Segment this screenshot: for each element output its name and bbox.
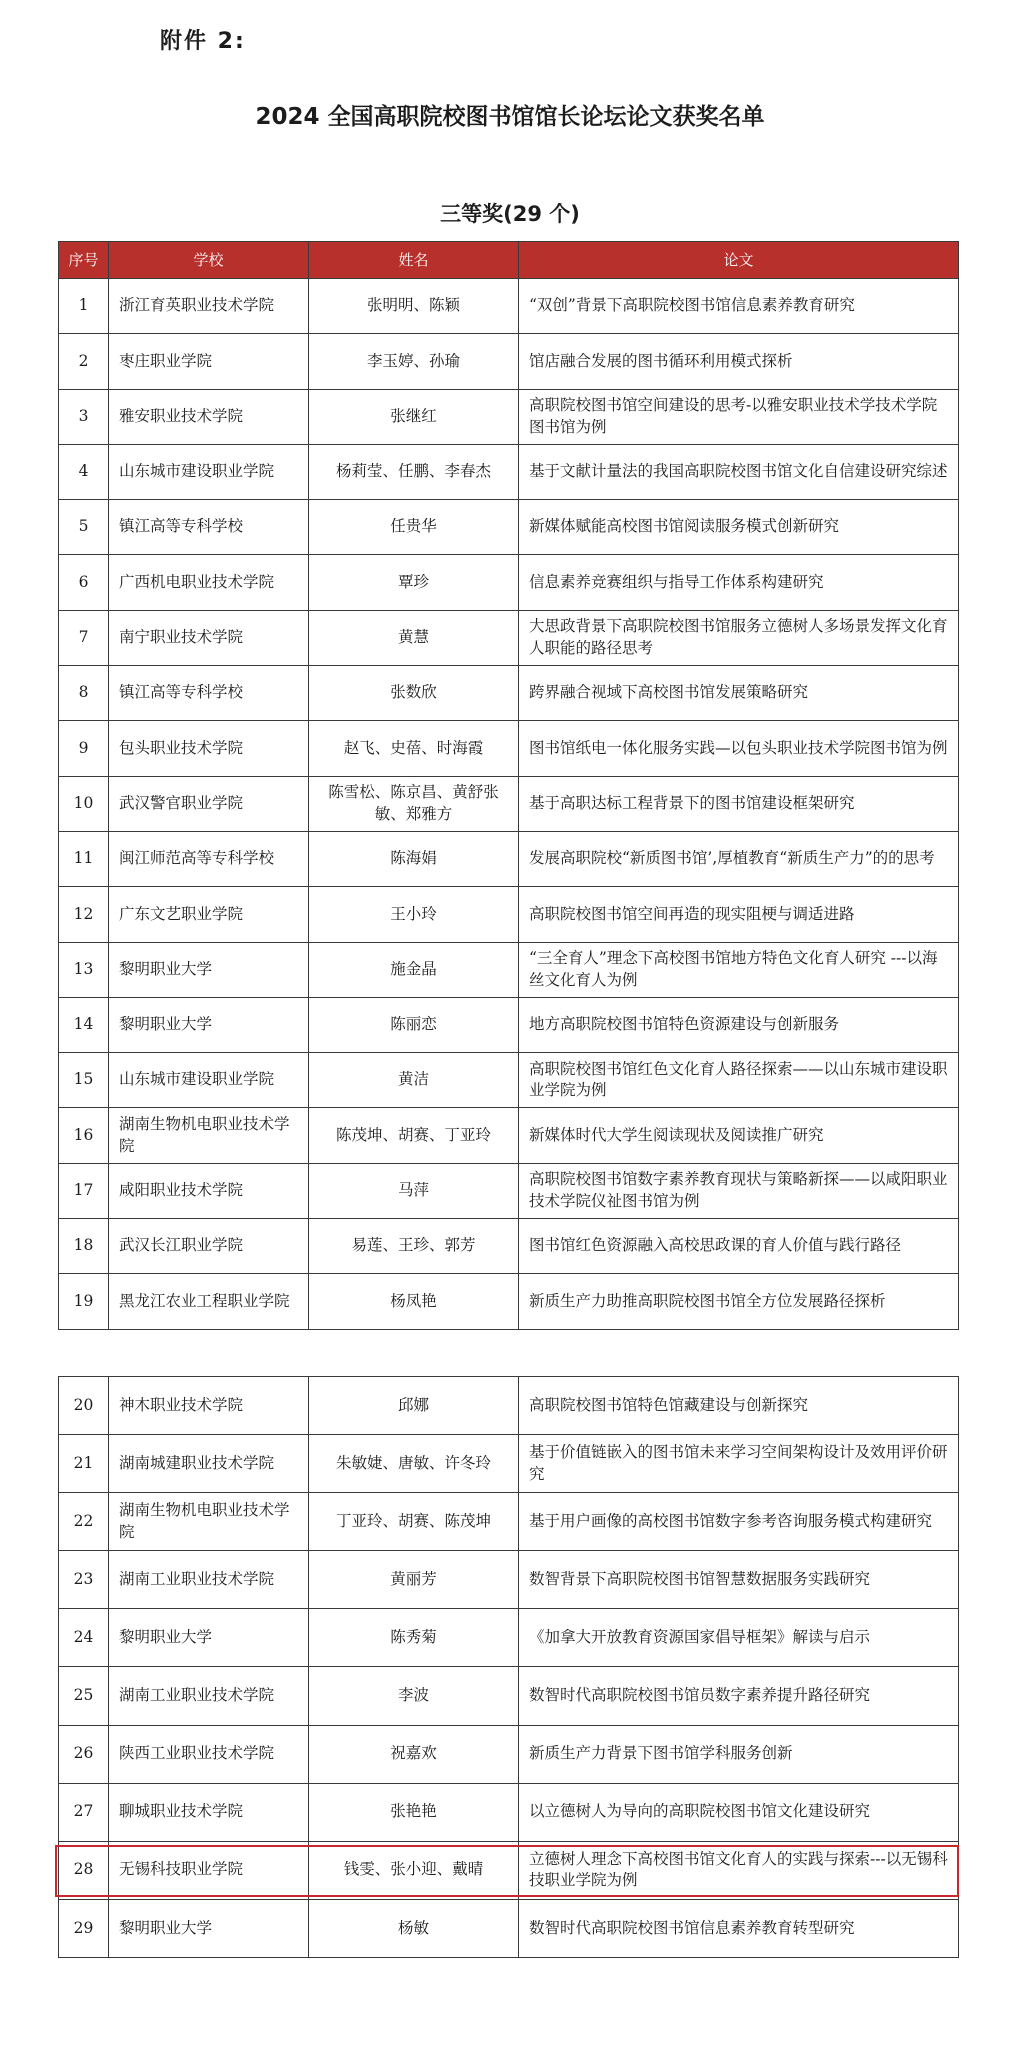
- cell-school: 山东城市建设职业学院: [109, 444, 309, 499]
- cell-paper: 基于文献计量法的我国高职院校图书馆文化自信建设研究综述: [519, 444, 959, 499]
- cell-paper: 基于高职达标工程背景下的图书馆建设框架研究: [519, 776, 959, 831]
- cell-school: 黑龙江农业工程职业学院: [109, 1274, 309, 1329]
- cell-names: 黄丽芳: [309, 1551, 519, 1609]
- cell-paper: 高职院校图书馆红色文化育人路径探索——以山东城市建设职业学院为例: [519, 1053, 959, 1108]
- cell-school: 武汉长江职业学院: [109, 1219, 309, 1274]
- cell-names: 张明明、陈颖: [309, 279, 519, 334]
- cell-names: 陈秀菊: [309, 1609, 519, 1667]
- cell-school: 湖南生物机电职业技术学院: [109, 1493, 309, 1551]
- cell-no: 27: [59, 1783, 109, 1841]
- cell-no: 26: [59, 1725, 109, 1783]
- award-table-part-2: [58, 1376, 959, 1958]
- cell-no: 25: [59, 1667, 109, 1725]
- cell-no: 2: [59, 334, 109, 389]
- cell-school: 黎明职业大学: [109, 942, 309, 997]
- table-row: [59, 1108, 959, 1163]
- cell-no: 29: [59, 1899, 109, 1957]
- table-row: [59, 721, 959, 776]
- cell-school: 镇江高等专科学校: [109, 666, 309, 721]
- award-category-title: 三等奖(29 个): [440, 202, 580, 226]
- cell-school: 湖南生物机电职业技术学院: [109, 1108, 309, 1163]
- cell-no: 16: [59, 1108, 109, 1163]
- cell-no: 4: [59, 444, 109, 499]
- cell-no: 1: [59, 279, 109, 334]
- cell-names: 王小玲: [309, 887, 519, 942]
- cell-school: 黎明职业大学: [109, 1899, 309, 1957]
- attachment-label: 附件 2:: [160, 29, 246, 54]
- cell-names: 李玉婷、孙瑜: [309, 334, 519, 389]
- cell-paper: 地方高职院校图书馆特色资源建设与创新服务: [519, 997, 959, 1052]
- cell-no: 8: [59, 666, 109, 721]
- table-row: [59, 1219, 959, 1274]
- cell-no: 18: [59, 1219, 109, 1274]
- cell-paper: 立德树人理念下高校图书馆文化育人的实践与探索---以无锡科技职业学院为例: [519, 1841, 959, 1899]
- table-row: [59, 831, 959, 886]
- table-row: [59, 1609, 959, 1667]
- header-names: 姓名: [309, 242, 519, 279]
- cell-paper: 高职院校图书馆空间建设的思考-以雅安职业技术学技术学院图书馆为例: [519, 389, 959, 444]
- cell-names: 黄慧: [309, 610, 519, 665]
- cell-no: 3: [59, 389, 109, 444]
- table-row: [59, 1551, 959, 1609]
- cell-names: 朱敏婕、唐敏、许冬玲: [309, 1435, 519, 1493]
- table-row: [59, 444, 959, 499]
- cell-paper: 数智时代高职院校图书馆信息素养教育转型研究: [519, 1899, 959, 1957]
- cell-no: 24: [59, 1609, 109, 1667]
- cell-names: 张艳艳: [309, 1783, 519, 1841]
- cell-names: 陈茂坤、胡赛、丁亚玲: [309, 1108, 519, 1163]
- cell-names: 易莲、王珍、郭芳: [309, 1219, 519, 1274]
- cell-names: 张继红: [309, 389, 519, 444]
- cell-no: 23: [59, 1551, 109, 1609]
- cell-no: 22: [59, 1493, 109, 1551]
- cell-school: 雅安职业技术学院: [109, 389, 309, 444]
- cell-names: 钱雯、张小迎、戴晴: [309, 1841, 519, 1899]
- table-row: [59, 1377, 959, 1435]
- cell-paper: 以立德树人为导向的高职院校图书馆文化建设研究: [519, 1783, 959, 1841]
- table-row: [59, 1899, 959, 1957]
- cell-names: 覃珍: [309, 555, 519, 610]
- cell-no: 6: [59, 555, 109, 610]
- cell-no: 5: [59, 500, 109, 555]
- header-paper: 论文: [519, 242, 959, 279]
- cell-school: 南宁职业技术学院: [109, 610, 309, 665]
- cell-no: 21: [59, 1435, 109, 1493]
- table-row: [59, 389, 959, 444]
- cell-paper: 基于价值链嵌入的图书馆未来学习空间架构设计及效用评价研究: [519, 1435, 959, 1493]
- table-row: [59, 555, 959, 610]
- cell-no: 28: [59, 1841, 109, 1899]
- table-row: [59, 1053, 959, 1108]
- cell-paper: 信息素养竞赛组织与指导工作体系构建研究: [519, 555, 959, 610]
- cell-paper: 馆店融合发展的图书循环利用模式探析: [519, 334, 959, 389]
- table-row: [59, 887, 959, 942]
- cell-no: 19: [59, 1274, 109, 1329]
- cell-names: 陈丽恋: [309, 997, 519, 1052]
- cell-paper: “三全育人”理念下高校图书馆地方特色文化育人研究 ---以海丝文化育人为例: [519, 942, 959, 997]
- cell-paper: 发展高职院校“新质图书馆’,厚植教育“新质生产力”的的思考: [519, 831, 959, 886]
- cell-school: 武汉警官职业学院: [109, 776, 309, 831]
- cell-no: 7: [59, 610, 109, 665]
- table-row: [59, 1725, 959, 1783]
- award-table-part-1: [58, 241, 959, 1330]
- cell-paper: 图书馆红色资源融入高校思政课的育人价值与践行路径: [519, 1219, 959, 1274]
- cell-school: 咸阳职业技术学院: [109, 1163, 309, 1218]
- table-row: [59, 666, 959, 721]
- cell-no: 15: [59, 1053, 109, 1108]
- table-row: [59, 1435, 959, 1493]
- cell-paper: 高职院校图书馆数字素养教育现状与策略新探——以咸阳职业技术学院仪祉图书馆为例: [519, 1163, 959, 1218]
- cell-names: 杨莉莹、任鹏、李春杰: [309, 444, 519, 499]
- cell-names: 赵飞、史蓓、时海霞: [309, 721, 519, 776]
- cell-paper: 大思政背景下高职院校图书馆服务立德树人多场景发挥文化育人职能的路径思考: [519, 610, 959, 665]
- table-row: [59, 942, 959, 997]
- cell-names: 任贵华: [309, 500, 519, 555]
- table-row: [59, 1163, 959, 1218]
- table-row: [59, 1841, 959, 1899]
- cell-no: 11: [59, 831, 109, 886]
- cell-school: 湖南工业职业技术学院: [109, 1551, 309, 1609]
- table-row: [59, 610, 959, 665]
- header-no: 序号: [59, 242, 109, 279]
- cell-paper: 高职院校图书馆特色馆藏建设与创新探究: [519, 1377, 959, 1435]
- cell-names: 陈海娟: [309, 831, 519, 886]
- cell-school: 广东文艺职业学院: [109, 887, 309, 942]
- cell-no: 14: [59, 997, 109, 1052]
- cell-paper: 新质生产力背景下图书馆学科服务创新: [519, 1725, 959, 1783]
- cell-no: 10: [59, 776, 109, 831]
- cell-school: 黎明职业大学: [109, 1609, 309, 1667]
- cell-no: 20: [59, 1377, 109, 1435]
- cell-school: 山东城市建设职业学院: [109, 1053, 309, 1108]
- table-row: [59, 500, 959, 555]
- cell-school: 浙江育英职业技术学院: [109, 279, 309, 334]
- table-row: [59, 1667, 959, 1725]
- cell-names: 陈雪松、陈京昌、黄舒张敏、郑雅方: [309, 776, 519, 831]
- cell-school: 闽江师范高等专科学校: [109, 831, 309, 886]
- cell-names: 邱娜: [309, 1377, 519, 1435]
- cell-names: 李波: [309, 1667, 519, 1725]
- cell-names: 施金晶: [309, 942, 519, 997]
- table-row: [59, 1274, 959, 1329]
- cell-no: 17: [59, 1163, 109, 1218]
- cell-school: 湖南城建职业技术学院: [109, 1435, 309, 1493]
- cell-no: 13: [59, 942, 109, 997]
- cell-paper: “双创”背景下高职院校图书馆信息素养教育研究: [519, 279, 959, 334]
- cell-school: 神木职业技术学院: [109, 1377, 309, 1435]
- table-header-row: [59, 242, 959, 279]
- cell-names: 丁亚玲、胡赛、陈茂坤: [309, 1493, 519, 1551]
- cell-names: 祝嘉欢: [309, 1725, 519, 1783]
- cell-names: 张数欣: [309, 666, 519, 721]
- cell-names: 杨敏: [309, 1899, 519, 1957]
- table-row: [59, 776, 959, 831]
- cell-paper: 跨界融合视域下高校图书馆发展策略研究: [519, 666, 959, 721]
- header-school: 学校: [109, 242, 309, 279]
- cell-paper: 新媒体时代大学生阅读现状及阅读推广研究: [519, 1108, 959, 1163]
- cell-paper: 基于用户画像的高校图书馆数字参考咨询服务模式构建研究: [519, 1493, 959, 1551]
- table-row: [59, 1783, 959, 1841]
- cell-names: 马萍: [309, 1163, 519, 1218]
- cell-paper: 数智背景下高职院校图书馆智慧数据服务实践研究: [519, 1551, 959, 1609]
- table-row: [59, 334, 959, 389]
- document-title: 2024 全国高职院校图书馆馆长论坛论文获奖名单: [255, 104, 765, 130]
- cell-school: 湖南工业职业技术学院: [109, 1667, 309, 1725]
- cell-paper: 《加拿大开放教育资源国家倡导框架》解读与启示: [519, 1609, 959, 1667]
- cell-paper: 数智时代高职院校图书馆员数字素养提升路径研究: [519, 1667, 959, 1725]
- cell-school: 黎明职业大学: [109, 997, 309, 1052]
- table-row: [59, 997, 959, 1052]
- cell-school: 陕西工业职业技术学院: [109, 1725, 309, 1783]
- cell-school: 广西机电职业技术学院: [109, 555, 309, 610]
- cell-no: 12: [59, 887, 109, 942]
- cell-paper: 图书馆纸电一体化服务实践—以包头职业技术学院图书馆为例: [519, 721, 959, 776]
- cell-paper: 新媒体赋能高校图书馆阅读服务模式创新研究: [519, 500, 959, 555]
- cell-school: 包头职业技术学院: [109, 721, 309, 776]
- cell-paper: 高职院校图书馆空间再造的现实阻梗与调适进路: [519, 887, 959, 942]
- cell-paper: 新质生产力助推高职院校图书馆全方位发展路径探析: [519, 1274, 959, 1329]
- cell-no: 9: [59, 721, 109, 776]
- table-row: [59, 279, 959, 334]
- cell-school: 聊城职业技术学院: [109, 1783, 309, 1841]
- cell-school: 镇江高等专科学校: [109, 500, 309, 555]
- cell-school: 无锡科技职业学院: [109, 1841, 309, 1899]
- cell-names: 杨凤艳: [309, 1274, 519, 1329]
- table-row: [59, 1493, 959, 1551]
- cell-names: 黄洁: [309, 1053, 519, 1108]
- cell-school: 枣庄职业学院: [109, 334, 309, 389]
